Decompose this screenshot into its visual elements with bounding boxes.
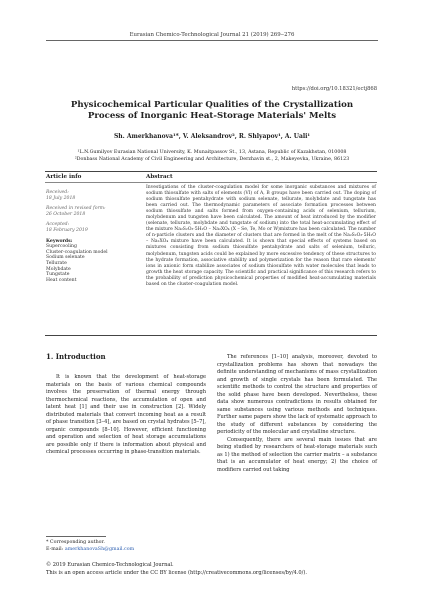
- journal-header: Eurasian Chemico-Technological Journal 21 (2019) 269‒276: [129, 32, 295, 38]
- keyword-item: Molybdate: [46, 266, 71, 272]
- email-link[interactable]: amerkhanovaSh@gmail.com: [64, 546, 135, 552]
- license-line[interactable]: This is an open access article under the CC BY license (http://creativecommons.org/licenses/by/4.0/).: [46, 570, 307, 576]
- keyword-item: Supercooling: [46, 244, 77, 250]
- keyword-item: Tellurate: [46, 260, 67, 266]
- email-line: [46, 547, 134, 554]
- keyword-item: Sodium selenate: [46, 255, 85, 261]
- abstract-heading: Abstract: [146, 174, 173, 180]
- intro-paragraph-1: It is known that the development of heat-storage materials on the basis of various chemical compounds involves the preservation of thermal energy through thermochemical reactions, the accumulation of open and latent heat [1] and their use in construction [2]. Widely distributed materials that convert incoming heat as a result of phase transition [3–4], are based on crystal hydrates [5–7], organic compounds [8–10]. However, efficient functioning and operation and selection of heat storage accumulations are possible only if there is information about physical and chemical processes occurring in phase-transition materials.: [46, 374, 206, 455]
- body-column-right: [217, 354, 377, 474]
- body-column-left: [46, 374, 206, 457]
- affiliation-1: ¹L.N.Gumilyov Eurasian National University, K. Munaitpassov St., 13, Astana, Republic of Kazakhstan, 010008: [77, 150, 347, 155]
- affiliation-2: ²Donbass National Academy of Civil Engineering and Architecture, Derzhavin st., 2, Makeyevka, Ukraine, 86123: [74, 156, 350, 162]
- article-title: Physicochemical Particular Qualities of the Crystallization Process of Inorganic Heat-Storage Materials' Melts: [70, 100, 354, 121]
- article-info-panel: [46, 190, 138, 288]
- copyright-notice: [46, 561, 307, 577]
- intro-paragraph-2: The references [1–10] analysis, moreover, devoted to crystallization problems has shown that nowadays the definite understanding of mechanisms of mass crystallization and growth of single crystals has been formulated. The scientific methods to control the structure and properties of the solid phase have been developed. Nevertheless, these data show numerous contradictions in results obtained for same substances using various methods and techniques. Further same papers show the lack of systematic approach to the study of different substances by considering the periodicity of the molecular and crystalline structure.: [217, 354, 377, 435]
- header-divider: [46, 40, 378, 41]
- keywords-block: [46, 239, 138, 284]
- affiliations: [0, 150, 424, 163]
- section-divider-bottom: [45, 335, 377, 336]
- introduction-heading: 1. Introduction: [46, 352, 106, 361]
- corresponding-author-note: * Corresponding author.: [46, 540, 105, 545]
- intro-paragraph-3: Consequently, there are several main issues that are being studied by researchers of heat-storage materials such as 1) the method of selection the carrier matrix – a substance that is an accumulator of heat energy; 2) the choice of modifiers carried out taking: [217, 436, 377, 473]
- doi-link[interactable]: https://doi.org/10.18321/ectj868: [291, 86, 377, 92]
- keywords-title: Keywords:: [46, 238, 73, 244]
- received-label: Received:: [46, 190, 69, 195]
- article-info-heading: Article info: [46, 174, 82, 180]
- received-date: 18 July 2018: [46, 195, 76, 201]
- abstract-text: Investigations of the cluster-coagulation model for some inorganic substances and mixtures of sodium thiosulfate with salts of elements (VI) of A, B groups have been carried out. The doping of sodium thiosulfate pentahydrate with sodium selenate, tellurate, molybdate and tungstate has been carried out. The thermodynamic parameters of associate formation processes between sodium thiosulfate and salts formed from oxygen-containing acids of selenium, tellurium, molybdenum and tungsten have been calculated. The amount of heat introduced by the modifier (selenate, tellurate, molybdate and tungstate of sodium) into the total heat-accumulating effect of the mixture Na₂S₂O₃·5H₂O – Na₂XO₄ (X – Se, Te, Mo or W)mixture has been calculated. The number of n-particle clusters and the diameter of clusters that are formed in the melt of the Na₂S₂O₃·5H₂O – Na₂XO₄ mixture have been calculated. It is shown that special effects of systems based on mixtures consisting from sodium thiosulfate pentahydrate and salts of selenium, telluric, molybdenum, tungsten acids could be explained by more excessive tendency of these structures to the hydrate formation, associative stability and polymerization for the reason that rare elements' ions in anionic form stabilize associates of sodium thiosulfate with water molecules that leads to growth the heat storage capacity. The scientific and practical significance of this research refers to the probability of prediction physicochemical properties of modified heat-accumulating materials based on the cluster-coagulation model.: [146, 185, 376, 287]
- section-divider-mid: [45, 182, 377, 183]
- footnote: [46, 540, 134, 553]
- revised-date: 26 October 2018: [46, 211, 86, 217]
- accepted-date: 18 February 2019: [46, 227, 88, 233]
- keyword-item: Cluster-coagulation model: [46, 249, 108, 255]
- copyright-line: © 2019 Eurasian Chemico-Technological Journal.: [46, 562, 174, 568]
- accepted-label: Accepted:: [46, 222, 70, 228]
- section-divider-top: [45, 171, 377, 172]
- keyword-item: Tungstate: [46, 272, 70, 278]
- email-label: E-mail:: [46, 546, 65, 552]
- author-list: Sh. Amerkhanova¹*, V. Aleksandrov², R. Shlyapov¹, A. Uali¹: [113, 133, 311, 140]
- revised-label: Received in revised form:: [46, 206, 106, 212]
- footnote-divider: [46, 536, 106, 537]
- keyword-item: Heat content: [46, 277, 77, 283]
